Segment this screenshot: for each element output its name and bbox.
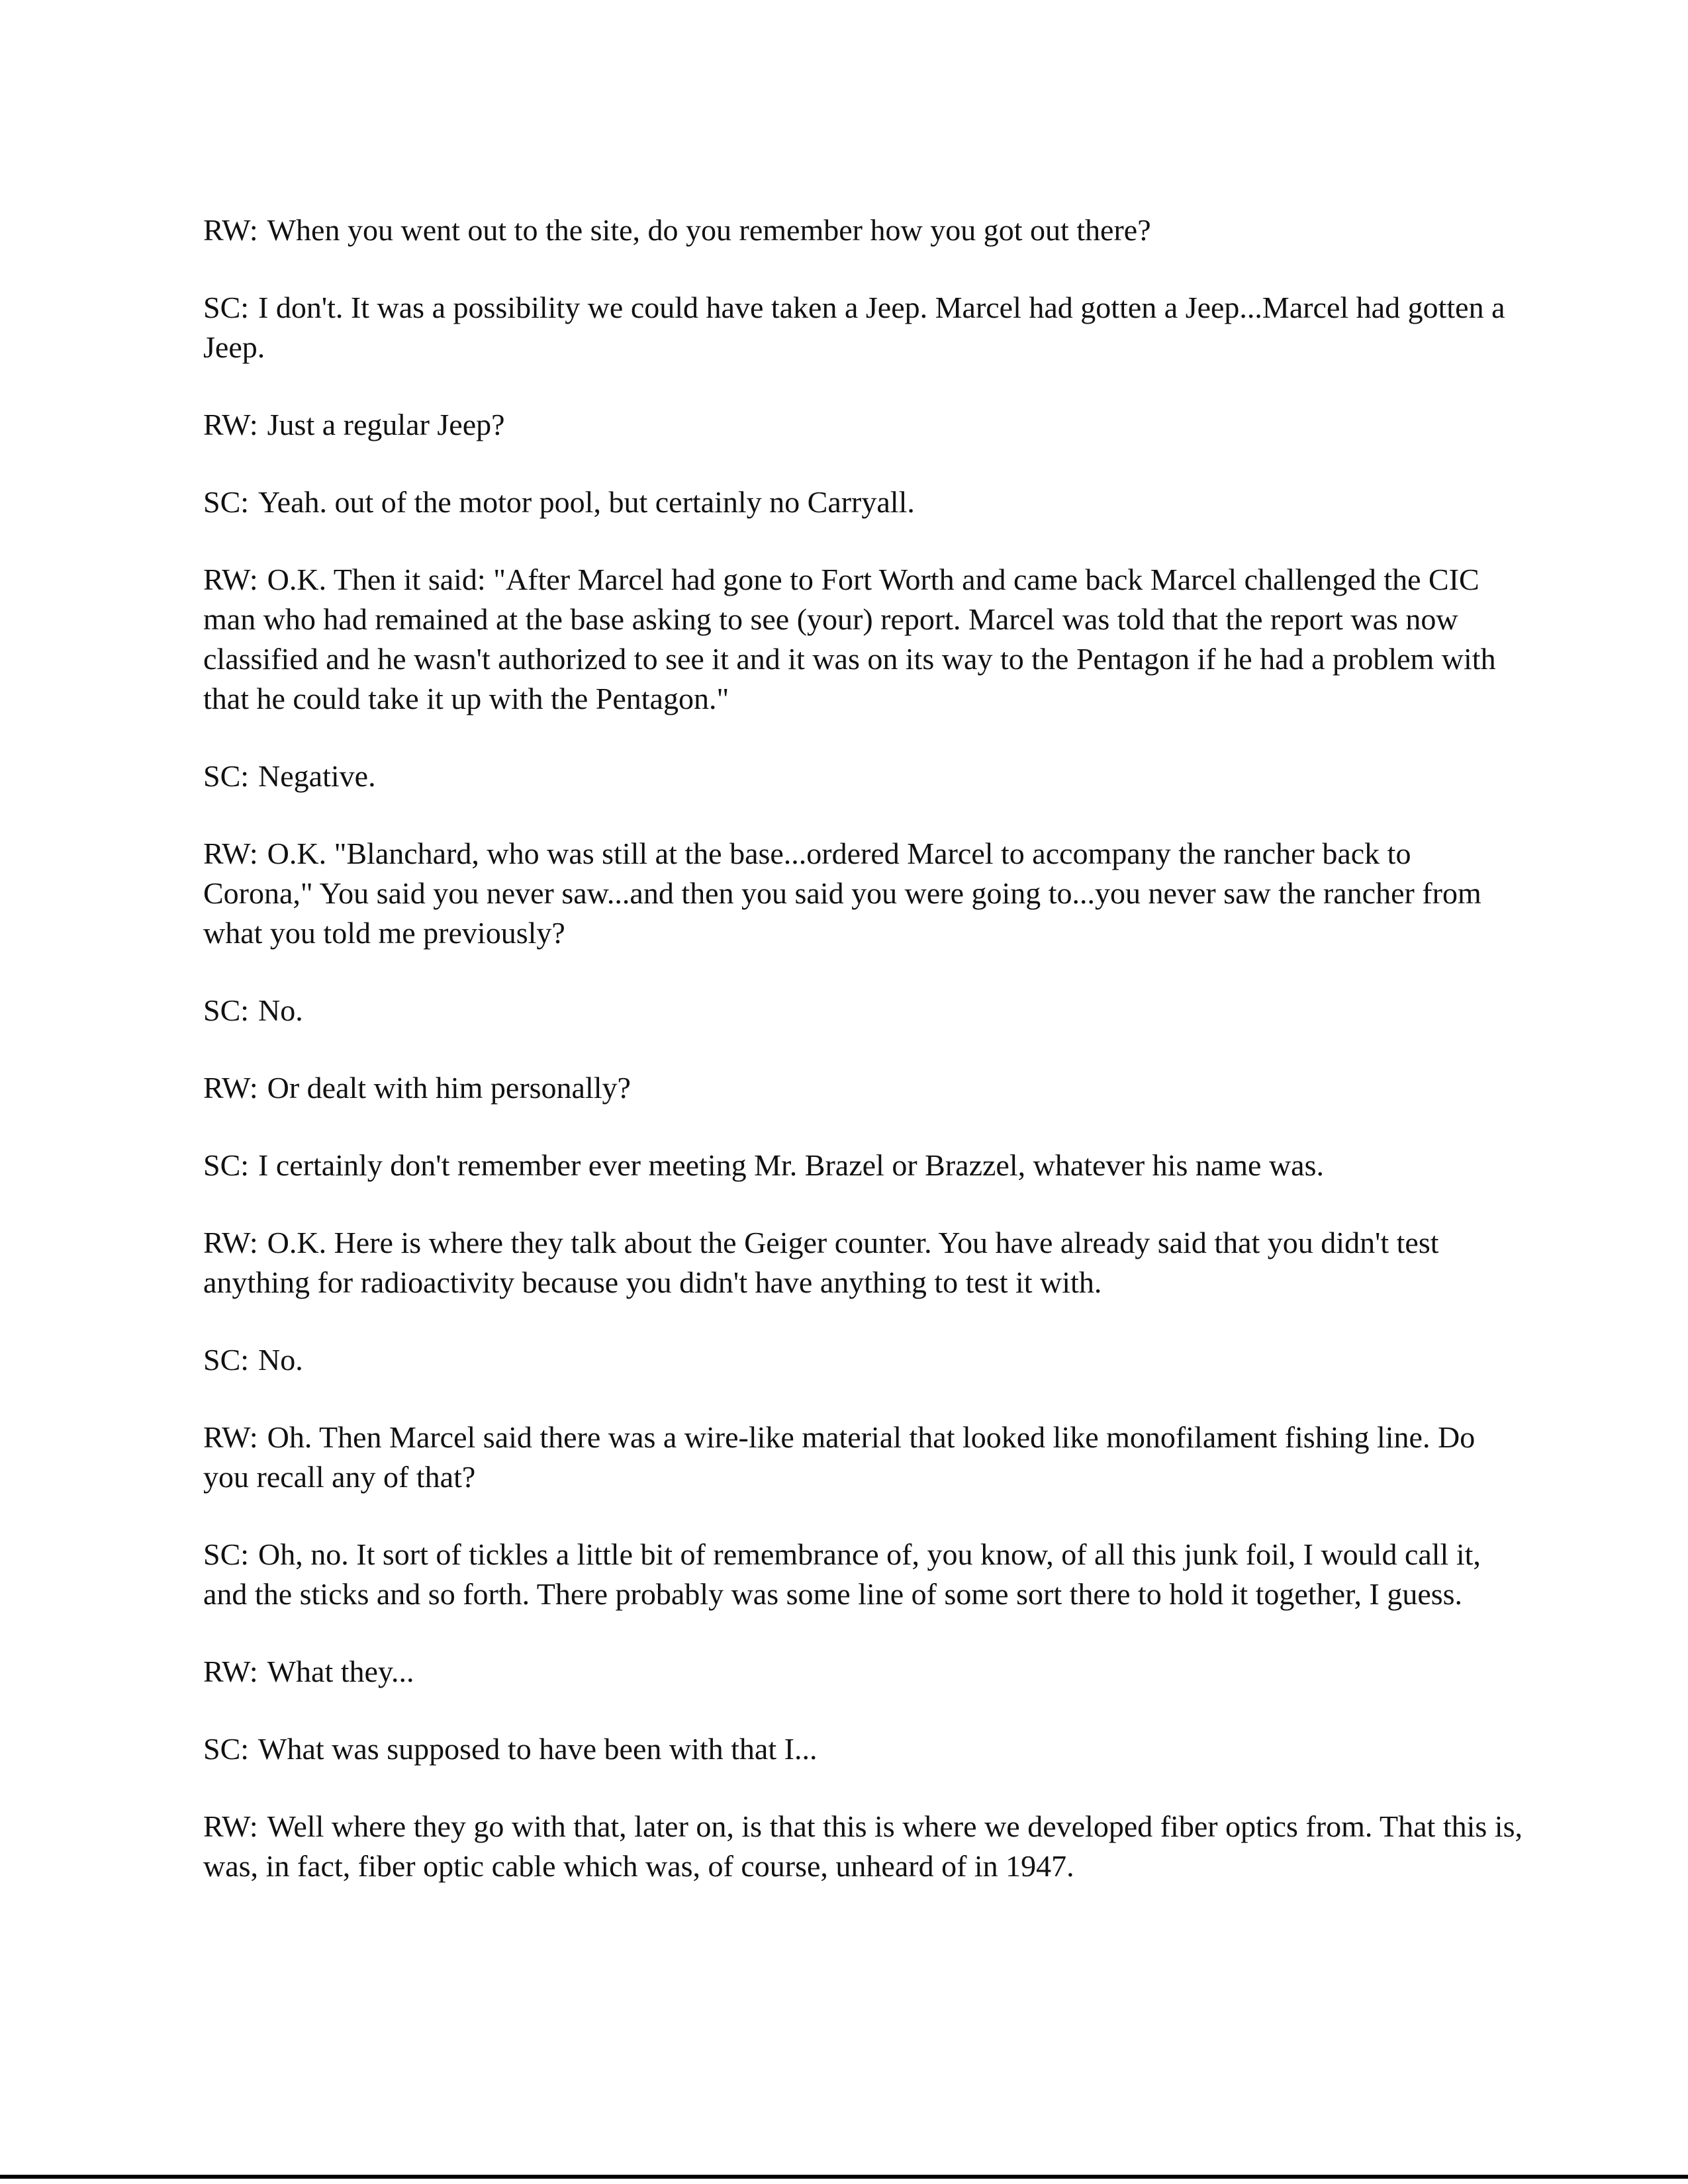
speech-text: Just a regular Jeep? bbox=[267, 408, 505, 441]
speech-text: O.K. Then it said: "After Marcel had gone to Fort Worth and came back Marcel challenged the CIC man who had remained at the base asking to see (your) report. Marcel was told that the report was now classified and he wasn't authorized to see it and it was on its way to the Pentagon if he had a problem with that he could take it up with the Pentagon." bbox=[203, 563, 1496, 715]
speech-text: Or dealt with him personally? bbox=[267, 1071, 631, 1105]
transcript-entry bbox=[203, 482, 1527, 522]
speech-text: Negative. bbox=[258, 759, 376, 793]
speaker-label: SC: bbox=[203, 1537, 250, 1571]
speech-text: Well where they go with that, later on, is that this is where we developed fiber optics from. That this is, was, in fact, fiber optic cable which was, of course, unheard of in 1947. bbox=[203, 1809, 1523, 1883]
speaker-label: SC: bbox=[203, 485, 250, 519]
transcript-entry bbox=[203, 1223, 1527, 1302]
transcript-entry bbox=[203, 1068, 1527, 1108]
speaker-label: RW: bbox=[203, 1809, 258, 1843]
speaker-label: RW: bbox=[203, 1655, 258, 1688]
speech-text: O.K. Here is where they talk about the Geiger counter. You have already said that you didn't test anything for radioactivity because you didn't have anything to test it with. bbox=[203, 1226, 1439, 1299]
transcript-entry bbox=[203, 834, 1527, 953]
speech-text: What was supposed to have been with that I... bbox=[258, 1732, 818, 1766]
speech-text: I don't. It was a possibility we could have taken a Jeep. Marcel had gotten a Jeep...Marcel had gotten a Jeep. bbox=[203, 291, 1505, 364]
speaker-label: RW: bbox=[203, 837, 258, 870]
speech-text: No. bbox=[258, 993, 303, 1027]
speaker-label: RW: bbox=[203, 1420, 258, 1454]
speaker-label: SC: bbox=[203, 1343, 250, 1377]
interview-transcript bbox=[203, 210, 1527, 1924]
transcript-entry bbox=[203, 1418, 1527, 1497]
speaker-label: RW: bbox=[203, 408, 258, 441]
speech-text: O.K. "Blanchard, who was still at the base...ordered Marcel to accompany the rancher back to Corona," You said you never saw...and then you said you were going to...you never saw the rancher from what you told me previously? bbox=[203, 837, 1481, 950]
transcript-entry bbox=[203, 560, 1527, 719]
speech-text: Oh. Then Marcel said there was a wire-like material that looked like monofilament fishing line. Do you recall any of that? bbox=[203, 1420, 1476, 1494]
transcript-entry bbox=[203, 1652, 1527, 1692]
transcript-entry bbox=[203, 405, 1527, 445]
speech-text: Oh, no. It sort of tickles a little bit of remembrance of, you know, of all this junk foil, I would call it, and the sticks and so forth. There probably was some line of some sort there to hold it together, I guess. bbox=[203, 1537, 1481, 1611]
transcript-entry bbox=[203, 288, 1527, 367]
transcript-entry bbox=[203, 991, 1527, 1030]
speaker-label: SC: bbox=[203, 993, 250, 1027]
speaker-label: RW: bbox=[203, 1071, 258, 1105]
speech-text: I certainly don't remember ever meeting Mr. Brazel or Brazzel, whatever his name was. bbox=[258, 1148, 1325, 1182]
transcript-entry bbox=[203, 756, 1527, 796]
speech-text: What they... bbox=[267, 1655, 414, 1688]
speaker-label: SC: bbox=[203, 1148, 250, 1182]
speaker-label: SC: bbox=[203, 1732, 250, 1766]
speaker-label: SC: bbox=[203, 759, 250, 793]
transcript-entry bbox=[203, 1340, 1527, 1380]
speech-text: Yeah. out of the motor pool, but certainly no Carryall. bbox=[258, 485, 915, 519]
speaker-label: RW: bbox=[203, 213, 258, 247]
transcript-entry bbox=[203, 1807, 1527, 1886]
page-bottom-border bbox=[0, 2175, 1688, 2179]
speech-text: No. bbox=[258, 1343, 303, 1377]
transcript-entry bbox=[203, 210, 1527, 250]
speaker-label: SC: bbox=[203, 291, 250, 324]
transcript-entry bbox=[203, 1535, 1527, 1614]
transcript-entry bbox=[203, 1729, 1527, 1769]
transcript-entry bbox=[203, 1146, 1527, 1185]
speech-text: When you went out to the site, do you remember how you got out there? bbox=[267, 213, 1151, 247]
speaker-label: RW: bbox=[203, 1226, 258, 1259]
speaker-label: RW: bbox=[203, 563, 258, 596]
